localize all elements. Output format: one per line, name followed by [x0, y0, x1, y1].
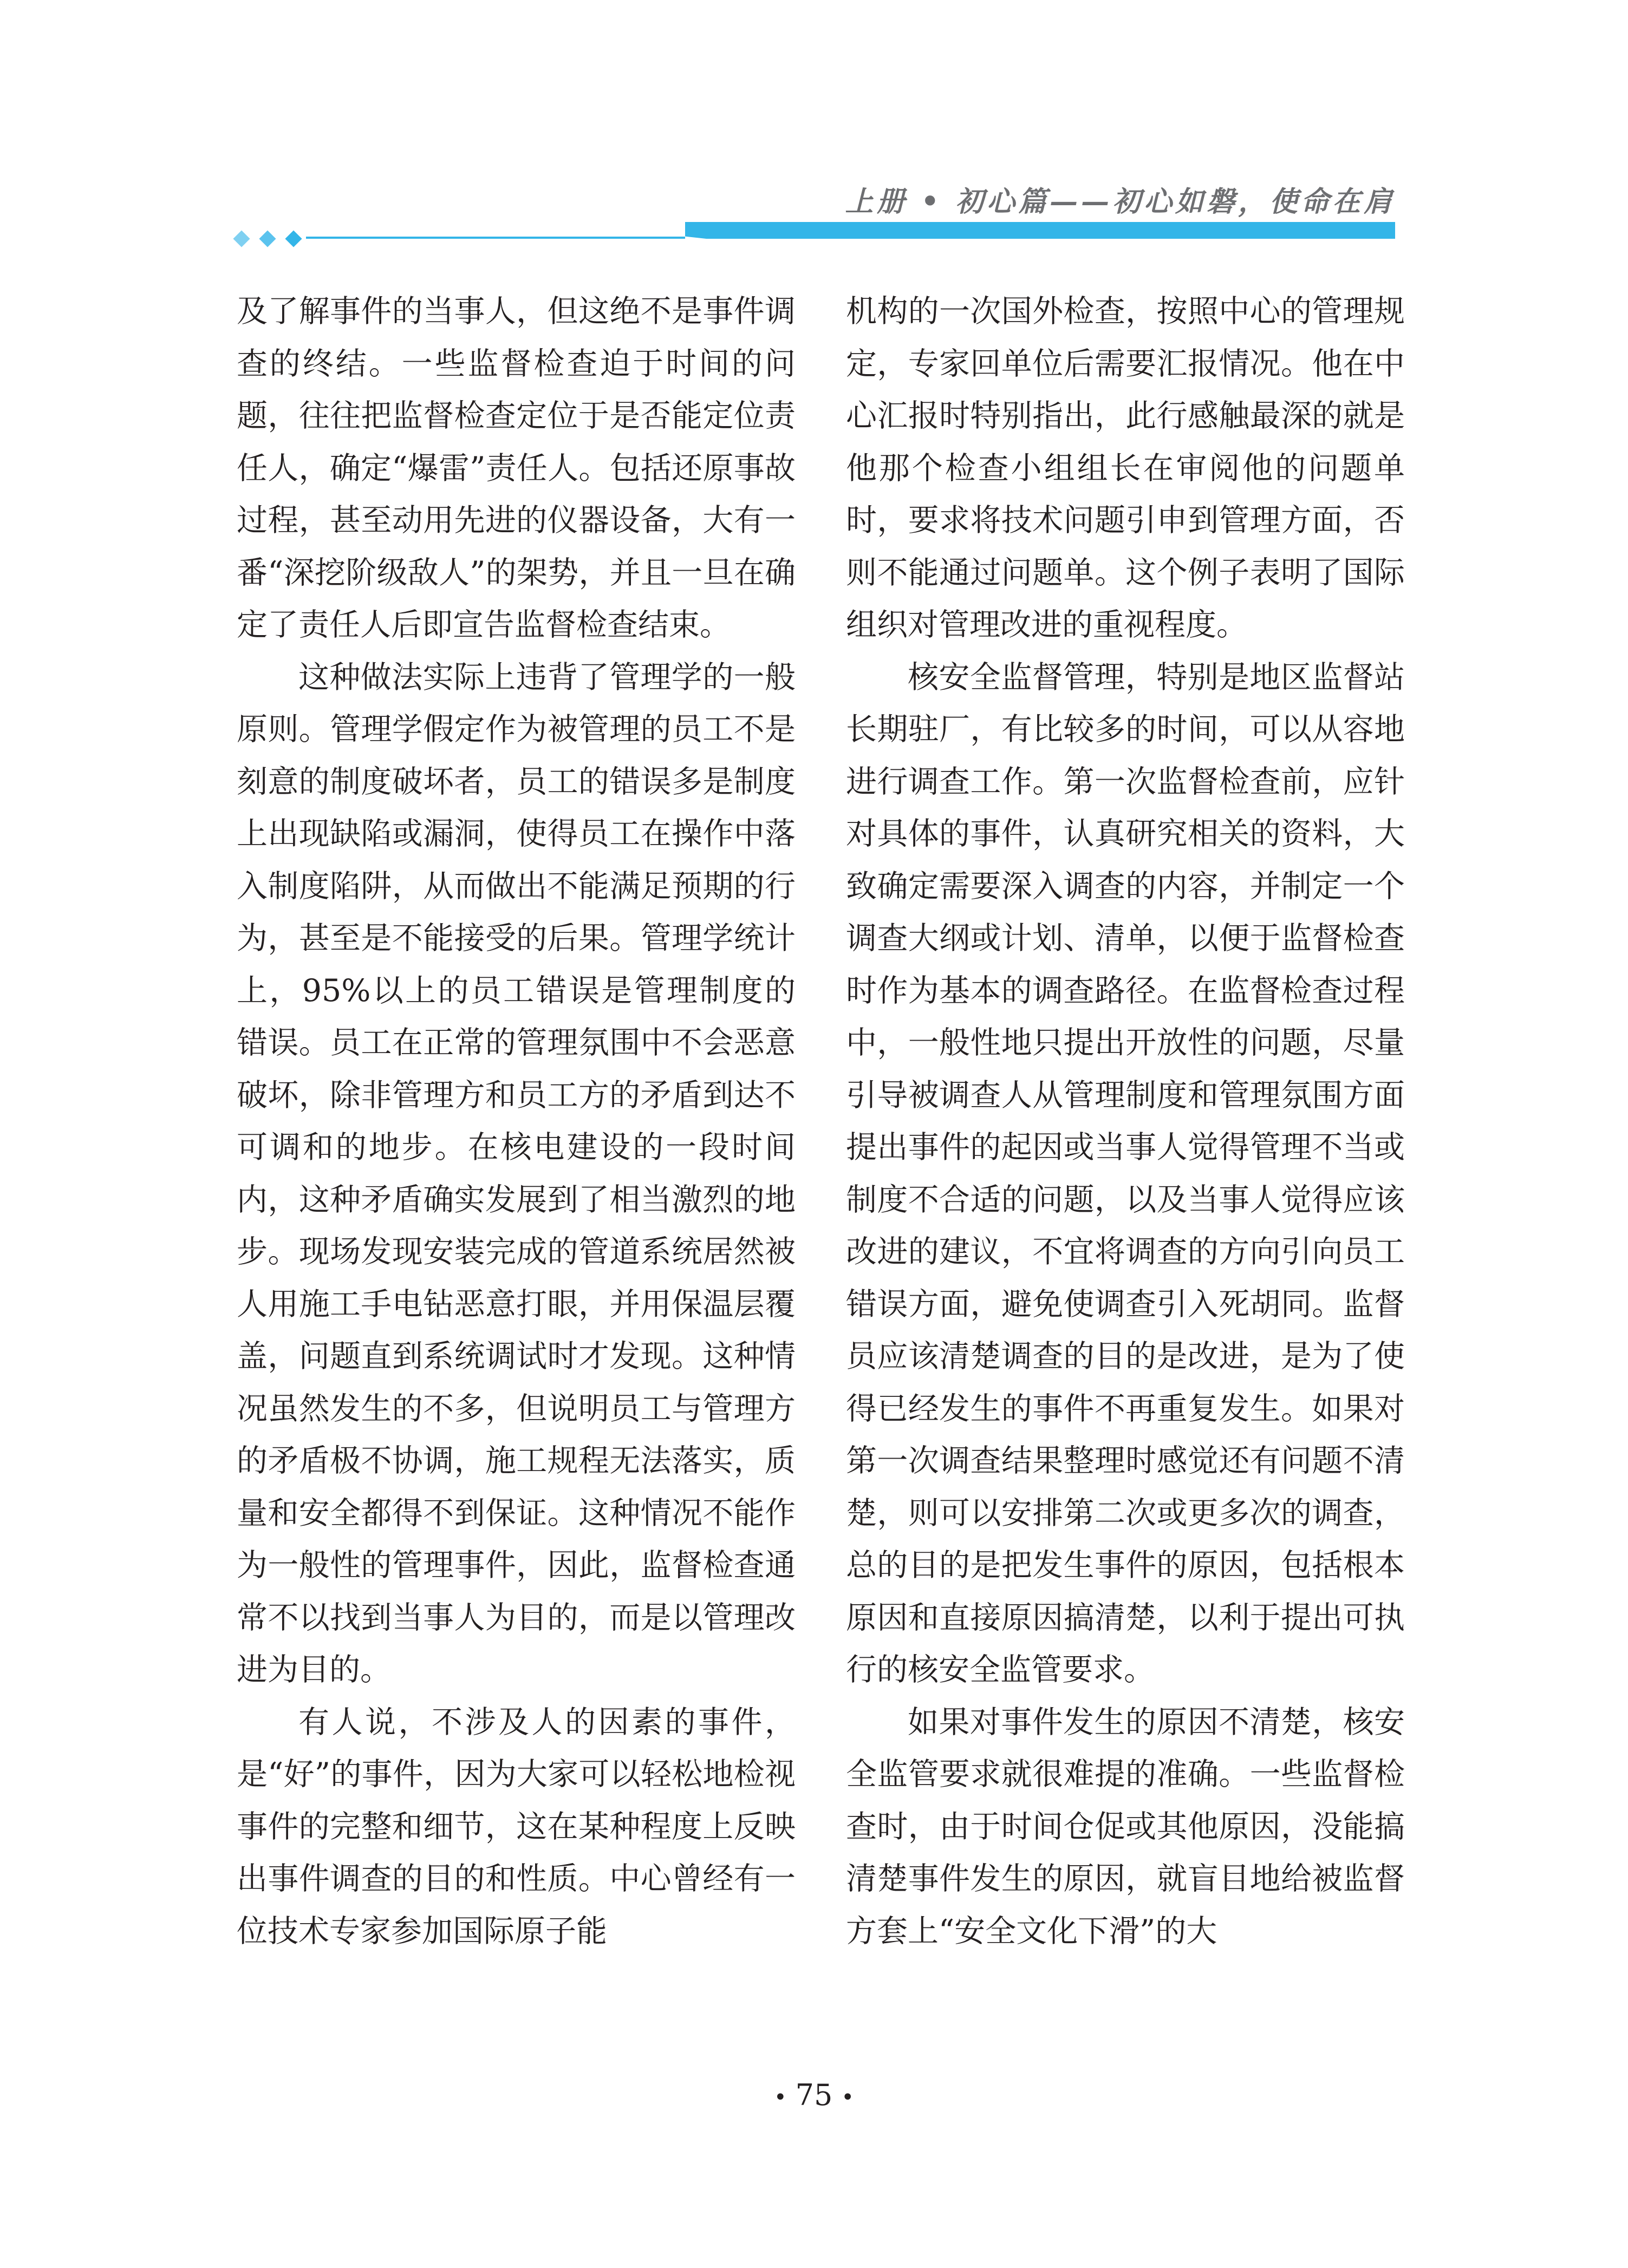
diamond-icon	[233, 230, 250, 247]
left-column	[237, 285, 796, 1957]
paragraph: 及了解事件的当事人，但这绝不是事件调查的终结。一些监督检查迫于时间的问题，往往把监督检查定位于是否能定位责任人，确定“爆雷”责任人。包括还原事故过程，甚至动用先进的仪器设备，大有一番“深挖阶级敌人”的架势，并且一旦在确定了责任人后即宣告监督检查结束。	[237, 293, 796, 643]
paragraph: 核安全监督管理，特别是地区监督站长期驻厂，有比较多的时间，可以从容地进行调查工作。第一次监督检查前，应针对具体的事件，认真研究相关的资料，大致确定需要深入调查的内容，并制定一个调查大纲或计划、清单，以便于监督检查时作为基本的调查路径。在监督检查过程中，一般性地只提出开放性的问题，尽量引导被调查人从管理制度和管理氛围方面提出事件的起因或当事人觉得管理不当或制度不合适的问题，以及当事人觉得应该改进的建议，不宜将调查的方向引向员工错误方面，避免使调查引入死胡同。监督员应该清楚调查的目的是改进，是为了使得已经发生的事件不再重复发生。如果对第一次调查结果整理时感觉还有问题不清楚，则可以安排第二次或更多次的调查，总的目的是把发生事件的原因，包括根本原因和直接原因搞清楚，以利于提出可执行的核安全监管要求。	[846, 659, 1405, 1688]
diamond-icon	[259, 230, 276, 247]
header-rule-band	[685, 222, 1395, 239]
running-head: 上册 • 初心篇——初心如磐，使命在肩	[845, 185, 1395, 218]
paragraph: 机构的一次国外检查，按照中心的管理规定，专家回单位后需要汇报情况。他在中心汇报时特别指出，此行感触最深的就是他那个检查小组组长在审阅他的问题单时，要求将技术问题引申到管理方面，否则不能通过问题单。这个例子表明了国际组织对管理改进的重视程度。	[846, 293, 1405, 643]
paragraph: 有人说，不涉及人的因素的事件，是“好”的事件，因为大家可以轻松地检视事件的完整和细节，这在某种程度上反映出事件调查的目的和性质。中心曾经有一位技术专家参加国际原子能	[237, 1704, 796, 1949]
page-number	[0, 2078, 1628, 2112]
bullet-left: •	[774, 2085, 787, 2110]
paragraph: 如果对事件发生的原因不清楚，核安全监管要求就很难提的准确。一些监督检查时，由于时间仓促或其他原因，没能搞清楚事件发生的原因，就盲目地给被监督方套上“安全文化下滑”的大	[846, 1704, 1405, 1949]
bullet-right: •	[841, 2085, 854, 2110]
paragraph: 这种做法实际上违背了管理学的一般原则。管理学假定作为被管理的员工不是刻意的制度破坏者，员工的错误多是制度上出现缺陷或漏洞，使得员工在操作中落入制度陷阱，从而做出不能满足预期的行为，甚至是不能接受的后果。管理学统计上，95%以上的员工错误是管理制度的错误。员工在正常的管理氛围中不会恶意破坏，除非管理方和员工方的矛盾到达不可调和的地步。在核电建设的一段时间内，这种矛盾确实发展到了相当激烈的地步。现场发现安装完成的管道系统居然被人用施工手电钻恶意打眼，并用保温层覆盖，问题直到系统调试时才发现。这种情况虽然发生的不多，但说明员工与管理方的矛盾极不协调，施工规程无法落实，质量和安全都得不到保证。这种情况不能作为一般性的管理事件，因此，监督检查通常不以找到当事人为目的，而是以管理改进为目的。	[237, 659, 796, 1688]
page-number-value: 75	[795, 2078, 833, 2112]
diamond-icon	[285, 230, 302, 247]
header-rule-thin	[306, 237, 685, 239]
right-column	[846, 285, 1405, 1957]
